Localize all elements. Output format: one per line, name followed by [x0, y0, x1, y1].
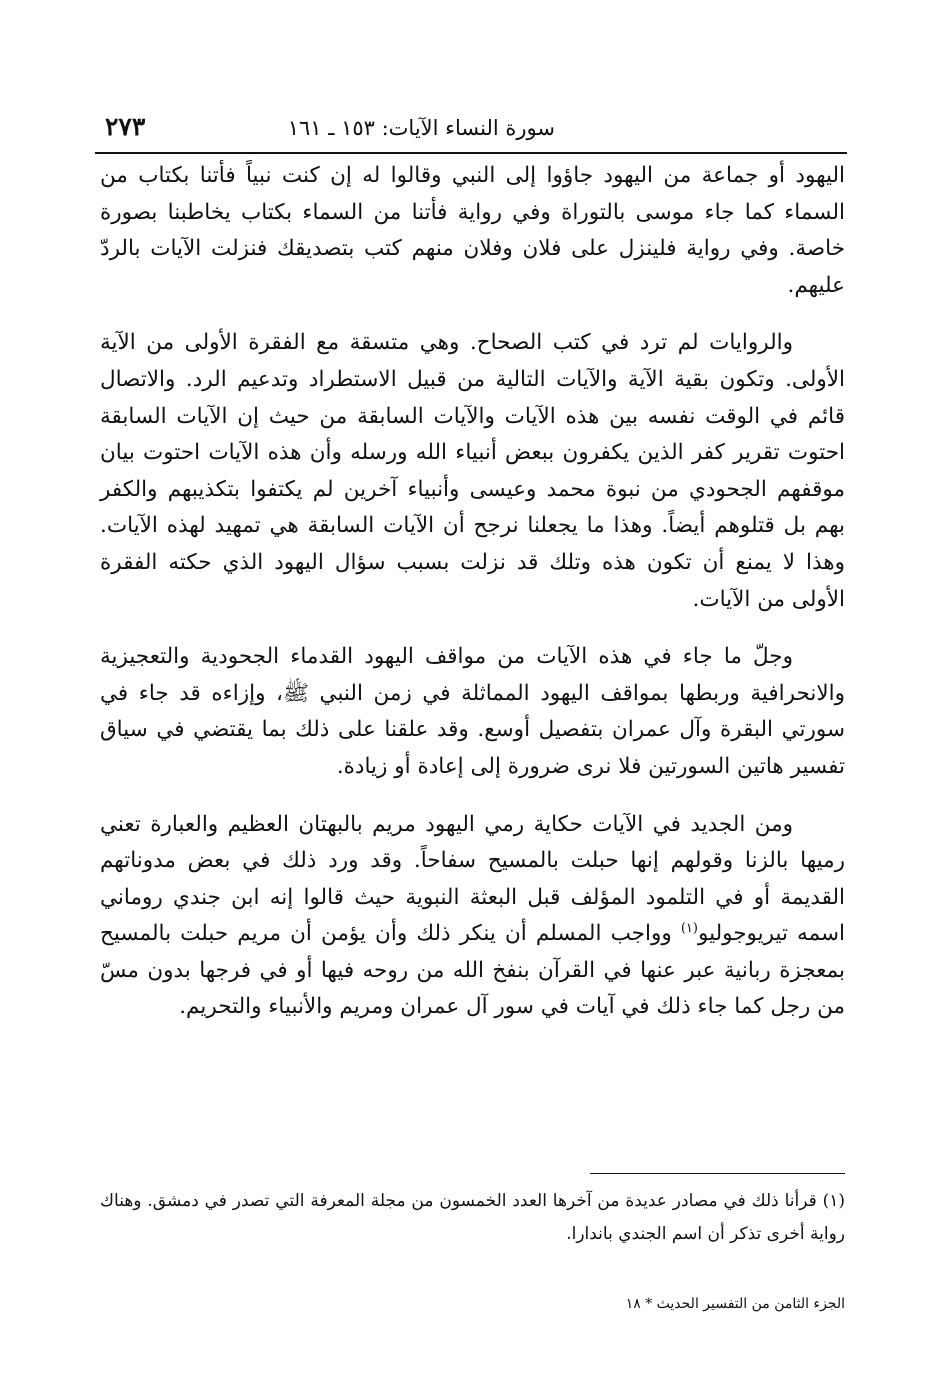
header-title: سورة النساء الآيات: ١٥٣ ـ ١٦١ [287, 116, 555, 140]
paragraph-4-text-after: وواجب المسلم أن ينكر ذلك وأن يؤمن أن مريم حبلت بالمسيح بمعجزة ربانية عبر عنها في القرآن بنفخ الله من روحه فيها أو في فرجها بدون مسّ من رجل كما جاء ذلك في آيات في سور آل عمران ومريم والأنبياء والتحريم. [100, 921, 845, 1020]
body-text [100, 158, 845, 1047]
footnote-marker: (١) [680, 921, 698, 937]
page-number: ٢٧٣ [105, 112, 146, 141]
paragraph-4-text-before: ومن الجديد في الآيات حكاية رمي اليهود مريم بالبهتان العظيم والعبارة تعني رميها بالزنا وقولهم إنها حبلت بالمسيح سفاحاً. وقد ورد ذلك في بعض مدوناتهم القديمة أو في التلمود المؤلف قبل البعثة النبوية حيث قالوا إنه ابن جندي روماني اسمه تيريوجوليو [100, 811, 845, 947]
paragraph-2: والروايات لم ترد في كتب الصحاح. وهي متسقة مع الفقرة الأولى من الآية الأولى. وتكون بقية الآية والآيات التالية من قبيل الاستطراد وتدعيم الرد. والاتصال قائم في الوقت نفسه بين هذه الآيات والآيات السابقة من حيث إن الآيات السابقة احتوت تقرير كفر الذين يكفرون ببعض أنبياء الله ورسله وأن هذه الآيات احتوت بيان موقفهم الجحودي من نبوة محمد وعيسى وأنبياء آخرين لم يكتفوا بتكذيبهم والكفر بهم بل قتلوهم أيضاً. وهذا ما يجعلنا نرجح أن الآيات السابقة هي تمهيد لهذه الآيات. وهذا لا يمنع أن تكون هذه وتلك قد نزلت بسبب سؤال اليهود الذي حكته الفقرة الأولى من الآيات. [100, 330, 845, 612]
paragraph-3: وجلّ ما جاء في هذه الآيات من مواقف اليهود القدماء الجحودية والتعجيزية والانحرافية وربطها بمواقف اليهود المماثلة في زمن النبي ﷺ، وإزاءه قد جاء في سورتي البقرة وآل عمران بتفصيل أوسع. وقد علقنا على ذلك بما يقتضي في سياق تفسير هاتين السورتين فلا نرى ضرورة إلى إعادة أو زيادة. [100, 644, 845, 779]
footnote-rule [590, 1173, 845, 1174]
signature-line: الجزء الثامن من التفسير الحديث * ١٨ [625, 1296, 845, 1312]
footnote: (١) قرأنا ذلك في مصادر عديدة من آخرها العدد الخمسون من مجلة المعرفة التي تصدر في دمشق. وهناك رواية أخرى تذكر أن اسم الجندي باندارا. [100, 1191, 845, 1244]
running-header [105, 112, 845, 148]
header-rule [95, 152, 847, 154]
paragraph-4 [100, 807, 845, 1027]
paragraph-1: اليهود أو جماعة من اليهود جاؤوا إلى النبي وقالوا له إن كنت نبياً فأتنا بكتاب من السماء كما جاء موسى بالتوراة وفي رواية فأتنا من السماء بكتاب يخاطبنا بصورة خاصة. وفي رواية فلينزل على فلان وفلان منهم كتب بتصديقك فنزلت الآيات بالردّ عليهم. [100, 163, 845, 298]
